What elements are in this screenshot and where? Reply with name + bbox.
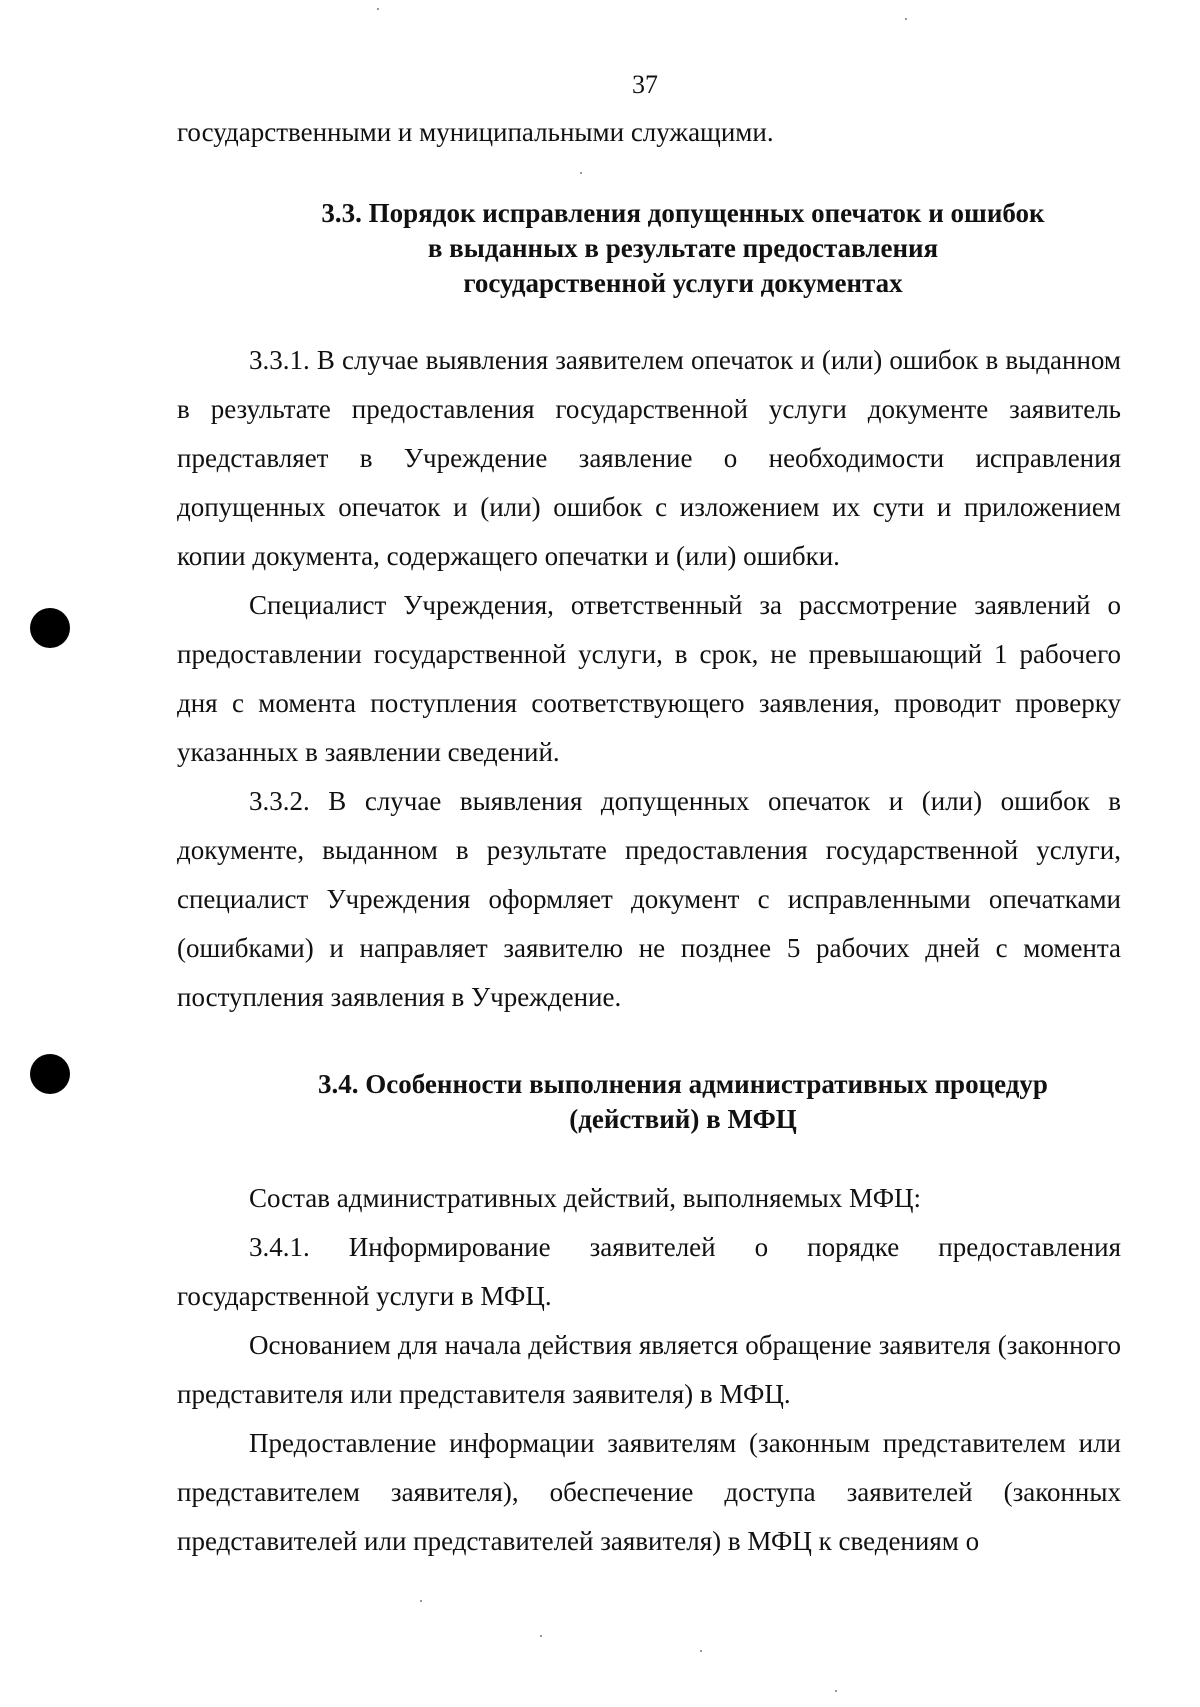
continuation-paragraph: государственными и муниципальными служащими. — [177, 117, 774, 147]
heading-line: (действий) в МФЦ — [569, 1104, 797, 1134]
scan-speck — [905, 18, 907, 20]
paragraph-3-3-1: 3.3.1. В случае выявления заявителем опечаток и (или) ошибок в выданном в результате предоставления государственной услуги документе заявитель представляет в Учреждение заявление о необходимости исправления допущенных опечаток и (или) ошибок с изложением их сути и приложением копии документа, содержащего опечатки и (или) ошибки. — [177, 345, 1121, 571]
paragraph-3-4-1: 3.4.1. Информирование заявителей о порядке предоставления государственной услуги в МФЦ. — [177, 1232, 1121, 1311]
section-3-4-heading — [177, 1067, 1189, 1137]
punch-hole-upper — [30, 608, 70, 648]
heading-line: 3.3. Порядок исправления допущенных опечаток и ошибок — [321, 198, 1045, 228]
section-3-3-body — [177, 336, 1121, 1022]
scan-speck — [540, 1635, 542, 1637]
punch-hole-lower — [30, 1054, 70, 1094]
continuation-text — [177, 108, 1121, 157]
paragraph-information: Предоставление информации заявителям (законным представителем или представителем заявителя), обеспечение доступа заявителей (законных представителей или представителей заявителя) в МФЦ к сведениям о — [177, 1428, 1121, 1556]
heading-line: в выданных в результате предоставления — [427, 233, 939, 263]
heading-line: государственной услуги документах — [463, 268, 903, 298]
scan-speck — [377, 8, 379, 10]
section-3-3-heading — [177, 196, 1189, 301]
section-3-4-body — [177, 1174, 1121, 1566]
paragraph-basis: Основанием для начала действия является обращение заявителя (законного представителя или представителя заявителя) в МФЦ. — [177, 1330, 1121, 1409]
scan-speck — [420, 1600, 422, 1602]
heading-line: 3.4. Особенности выполнения административных процедур — [318, 1069, 1048, 1099]
page-number: 37 — [632, 70, 658, 99]
paragraph-3-3-2: 3.3.2. В случае выявления допущенных опечаток и (или) ошибок в документе, выданном в результате предоставления государственной услуги, специалист Учреждения оформляет документ с исправленными опечатками (ошибками) и направляет заявителю не позднее 5 рабочих дней с момента поступления заявления в Учреждение. — [177, 786, 1121, 1012]
scan-speck — [835, 1690, 837, 1692]
scan-speck — [700, 1650, 702, 1652]
paragraph-specialist: Специалист Учреждения, ответственный за рассмотрение заявлений о предоставлении государственной услуги, в срок, не превышающий 1 рабочего дня с момента поступления соответствующего заявления, проводит проверку указанных в заявлении сведений. — [177, 590, 1121, 767]
paragraph-composition: Состав административных действий, выполняемых МФЦ: — [249, 1183, 922, 1213]
scan-speck — [580, 172, 582, 174]
